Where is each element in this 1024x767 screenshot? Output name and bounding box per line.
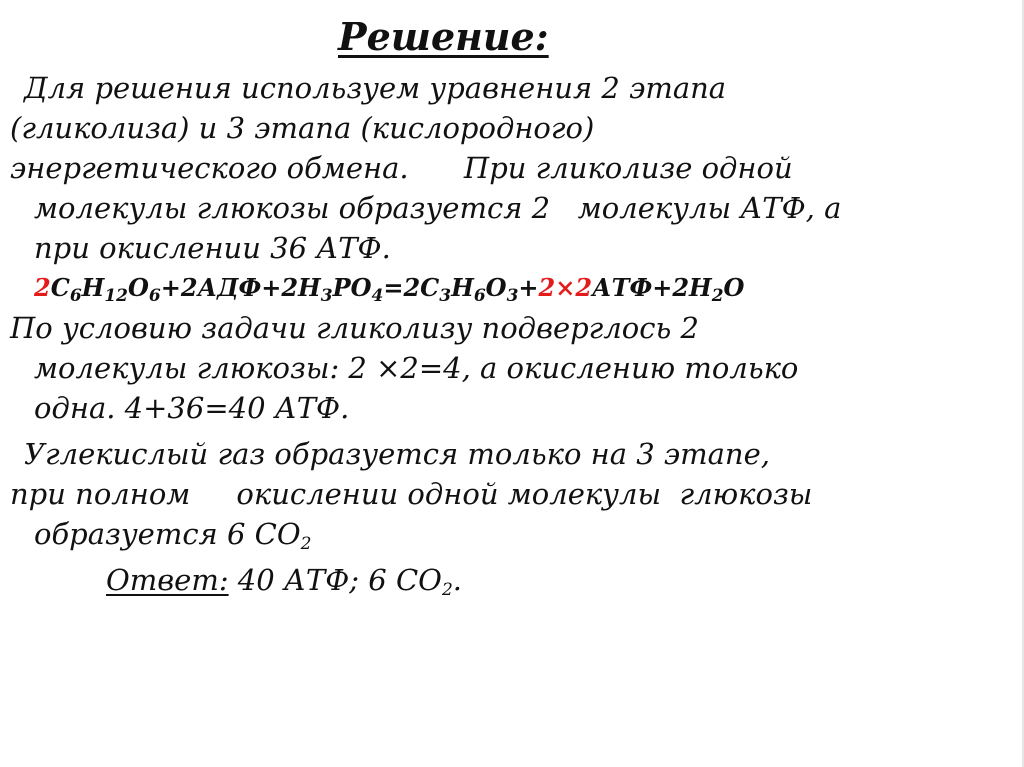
answer-subscript: 2: [441, 580, 453, 600]
text-line: молекулы глюкозы образуется 2 молекулы АТФ, а: [34, 191, 842, 225]
formula-part: H: [451, 273, 474, 302]
text-line: при полном окислении одной молекулы глюкозы: [10, 477, 813, 511]
text-line: молекулы глюкозы: 2 ×2=4, а окислению только: [34, 351, 799, 385]
formula-subscript: 6: [69, 286, 82, 306]
text-line: [10, 514, 970, 554]
text-line: одна. 4+36=40 АТФ.: [34, 391, 350, 425]
text-line: По условию задачи гликолизу подверглось 2: [10, 311, 699, 345]
answer-text: 40 АТФ; 6 СО: [228, 563, 442, 597]
text-line: Углекислый газ образуется только на 3 этапе,: [24, 437, 770, 471]
text-line: (гликолиза) и 3 этапа (кислородного): [10, 111, 595, 145]
formula-part: O: [485, 273, 507, 302]
formula-subscript: 6: [473, 286, 486, 306]
formula-subscript: 4: [371, 286, 384, 306]
formula-part: PO: [332, 273, 372, 302]
red-coefficient: 2: [538, 273, 556, 302]
multiply-sign: ×: [555, 273, 576, 302]
formula-subscript: 3: [506, 286, 519, 306]
formula-part: O: [723, 273, 745, 302]
text-fragment: образуется 6 СО: [34, 517, 301, 551]
answer-label: Ответ:: [106, 563, 229, 597]
formula-part: =2C: [383, 273, 440, 302]
text-line: Для решения используем уравнения 2 этапа: [24, 71, 727, 105]
glucose-coefficient: 2: [34, 273, 51, 302]
formula-part: +2АДФ+2H: [160, 273, 321, 302]
text-line: энергетического обмена. При гликолизе одной: [10, 151, 793, 185]
formula-subscript: 3: [320, 286, 333, 306]
text-subscript: 2: [300, 534, 312, 554]
formula-subscript: 2: [711, 286, 724, 306]
formula-subscript: 12: [104, 286, 129, 306]
formula-part: АТФ+2H: [592, 273, 712, 302]
answer-end: .: [452, 563, 462, 597]
solution-body: [10, 68, 970, 600]
formula-subscript: 3: [439, 286, 452, 306]
formula-part: O: [128, 273, 149, 302]
red-coefficient: 2: [575, 273, 593, 302]
glycolysis-equation: [10, 268, 970, 308]
slide-title: Решение:: [338, 14, 549, 59]
formula-part: +: [518, 273, 539, 302]
answer-line: [10, 560, 970, 600]
formula-subscript: 6: [148, 286, 161, 306]
formula-part: C: [50, 273, 70, 302]
formula-part: H: [81, 273, 105, 302]
text-line: при окислении 36 АТФ.: [34, 231, 391, 265]
